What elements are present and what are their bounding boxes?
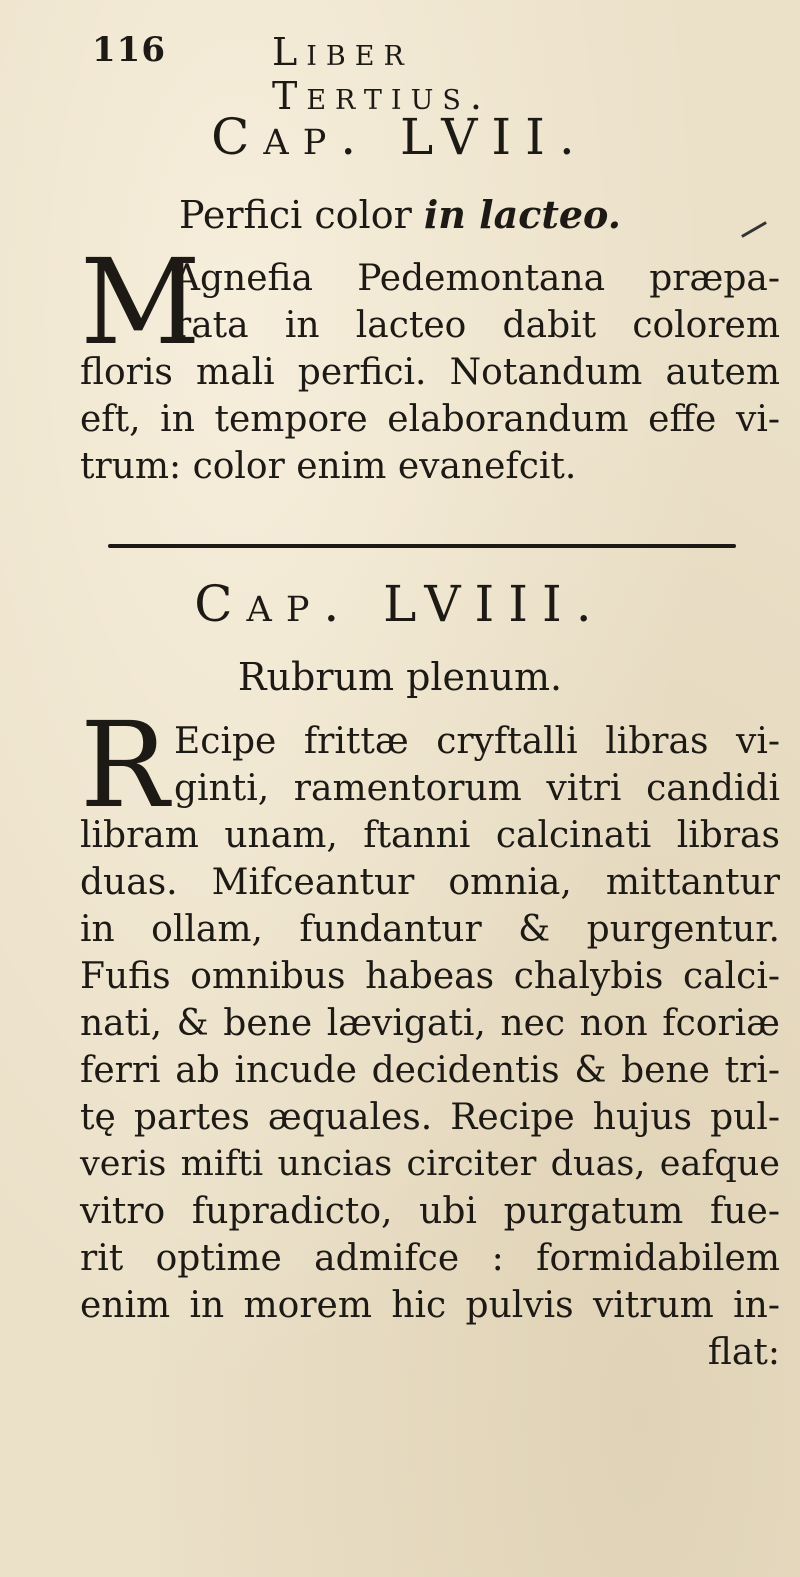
page-number: 116 bbox=[92, 30, 166, 70]
chapter-58-body bbox=[80, 696, 780, 1376]
text-line: rit optime admifce : formidabilem bbox=[80, 1238, 780, 1279]
catchword: flat: bbox=[707, 1332, 780, 1373]
text-line: tę partes æquales. Recipe hujus pul- bbox=[80, 1097, 780, 1138]
chapter-57-subtitle bbox=[0, 192, 800, 237]
text-line: floris mali perfici. Notandum autem bbox=[80, 352, 780, 393]
text-line: nati, & bene lævigati, nec non fcoriæ bbox=[80, 1003, 780, 1044]
section-divider bbox=[108, 544, 736, 548]
chapter-58-subtitle: Rubrum plenum. bbox=[237, 655, 563, 699]
text-line: Ecipe frittæ cryftalli libras vi- bbox=[174, 721, 780, 762]
chapter-57-subtitle-roman: Perfici color bbox=[179, 193, 412, 237]
text-line: rata in lacteo dabit colorem bbox=[174, 305, 780, 346]
chapter-58-dropcap: R bbox=[80, 696, 169, 834]
text-line: ginti, ramentorum vitri candidi bbox=[174, 768, 780, 809]
text-line: vitro fupradicto, ubi purgatum fue- bbox=[80, 1191, 780, 1232]
running-head: Liber Tertius. bbox=[272, 30, 491, 118]
chapter-57-title: Cap. LVII. bbox=[211, 108, 589, 166]
text-line: eft, in tempore elaborandum effe vi- bbox=[80, 399, 780, 440]
text-line: in ollam, fundantur & purgentur. bbox=[80, 909, 780, 950]
chapter-57-body bbox=[80, 233, 780, 490]
text-line: enim in morem hic pulvis vitrum in- bbox=[80, 1285, 780, 1326]
text-line: ferri ab incude decidentis & bene tri- bbox=[80, 1050, 780, 1091]
chapter-58-title: Cap. LVIII. bbox=[194, 575, 606, 633]
page-header bbox=[82, 30, 642, 118]
text-line: Fufis omnibus habeas chalybis calci- bbox=[80, 956, 780, 997]
text-line: libram unam, ftanni calcinati libras bbox=[80, 815, 780, 856]
text-line: duas. Mifceantur omnia, mittantur bbox=[80, 862, 780, 903]
chapter-57-subtitle-italic: in lacteo. bbox=[423, 192, 621, 237]
text-line: trum: color enim evanefcit. bbox=[80, 446, 577, 487]
chapter-57-dropcap: M bbox=[80, 233, 201, 371]
text-line: Agnefia Pedemontana præpa- bbox=[174, 258, 780, 299]
text-line: veris mifti uncias circiter duas, eafque bbox=[80, 1144, 780, 1184]
